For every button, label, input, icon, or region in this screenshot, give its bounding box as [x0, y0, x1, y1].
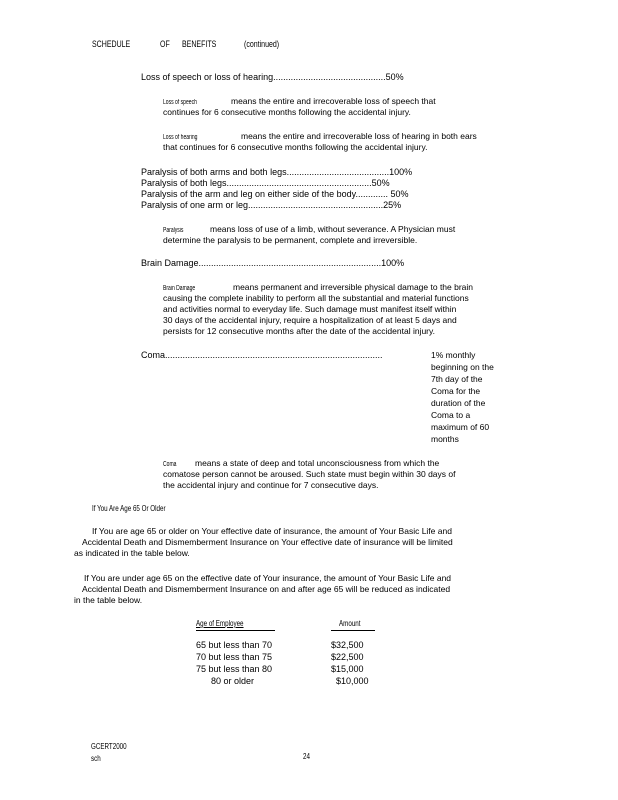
paralysis-line-1: Paralysis of both arms and both legs.........................................100%: [141, 167, 413, 177]
coma-benefit-6: Coma to a: [431, 410, 471, 420]
paralysis-term: Paralysis: [163, 227, 184, 234]
paralysis-def-line1: means loss of use of a limb, without severance. A Physician must: [210, 224, 456, 234]
brain-def-line1: means permanent and irreversible physical damage to the brain: [233, 282, 474, 292]
para2-line2: Accidental Death and Dismemberment Insurance on and after age 65 will be reduced as indicated: [82, 584, 451, 594]
continued-word: (continued): [244, 39, 280, 49]
hearing-def-line2: that continues for 6 consecutive months following the accidental injury.: [163, 142, 428, 152]
age-section-heading: If You Are Age 65 Or Older: [92, 504, 166, 513]
coma-benefit-1: 1% monthly: [431, 350, 476, 360]
paralysis-line-4: Paralysis of one arm or leg......................................................25%: [141, 200, 402, 210]
speech-def-line2: continues for 6 consecutive months following the accidental injury.: [163, 107, 411, 117]
table-row-2-age: 70 but less than 75: [196, 652, 273, 662]
coma-def-line2: comatose person cannot be aroused. Such state must begin within 30 days of: [163, 469, 456, 479]
col-amount-underline: [331, 630, 375, 631]
speech-term: Loss of speech: [163, 99, 197, 106]
table-row-4-age: 80 or older: [211, 676, 255, 686]
brain-def-line5: persists for 12 consecutive months after the date of the accidental injury.: [163, 326, 435, 336]
col-age-underline: [196, 630, 275, 631]
coma-def-line1: means a state of deep and total unconsciousness from which the: [195, 458, 440, 468]
coma-benefit-4: Coma for the: [431, 386, 481, 396]
coma-term: Coma: [163, 461, 177, 468]
table-row-3-amount: $15,000: [331, 664, 364, 674]
col-age-header: Age of Employee: [196, 619, 244, 628]
brain-def-line4: 30 days of the accidental injury, require a hospitalization of at least 5 days and: [163, 315, 457, 325]
table-row-2-amount: $22,500: [331, 652, 364, 662]
paralysis-line-3: Paralysis of the arm and leg on either side of the body............. 50%: [141, 189, 409, 199]
table-row-3-age: 75 but less than 80: [196, 664, 273, 674]
coma-benefit-7: maximum of 60: [431, 422, 490, 432]
table-row-1-amount: $32,500: [331, 640, 364, 650]
para2-line1: If You are under age 65 on the effective date of Your insurance, the amount of Your Basic Life and: [84, 573, 452, 583]
coma-benefit-8: months: [431, 434, 459, 444]
benefits-word: BENEFITS: [182, 39, 217, 49]
speech-hearing-line: Loss of speech or loss of hearing.............................................50%: [141, 72, 404, 82]
page-number: 24: [303, 752, 310, 761]
para2-line3: in the table below.: [74, 595, 143, 605]
speech-def-line1: means the entire and irrecoverable loss of speech that: [231, 96, 436, 106]
paralysis-def-line2: determine the paralysis to be permanent, complete and irreversible.: [163, 235, 418, 245]
brain-damage-line: Brain Damage.........................................................................100%: [141, 258, 405, 268]
footer-code: GCERT2000: [91, 742, 127, 751]
coma-benefit-2: beginning on the: [431, 362, 494, 372]
coma-def-line3: the accidental injury and continue for 7 consecutive days.: [163, 480, 379, 490]
hearing-def-line1: means the entire and irrecoverable loss of hearing in both ears: [241, 131, 477, 141]
col-amount-header: Amount: [339, 619, 361, 628]
para1-line3: as indicated in the table below.: [74, 548, 190, 558]
coma-benefit-3: 7th day of the: [431, 374, 483, 384]
table-row-1-age: 65 but less than 70: [196, 640, 273, 650]
footer-sch: sch: [91, 754, 101, 763]
para1-line2: Accidental Death and Dismemberment Insurance on Your effective date of insurance will be limited: [82, 537, 453, 547]
brain-def-line3: and activities normal to everyday life. Such damage must manifest itself within: [163, 304, 457, 314]
schedule-heading: [92, 39, 130, 49]
schedule-word: SCHEDULE: [92, 39, 131, 49]
paralysis-line-2: Paralysis of both legs..........................................................50%: [141, 178, 390, 188]
hearing-term: Loss of hearing: [163, 134, 198, 141]
brain-term: Brain Damage: [163, 285, 196, 292]
of-word: OF: [160, 39, 170, 49]
coma-benefit-5: duration of the: [431, 398, 486, 408]
para1-line1: If You are age 65 or older on Your effective date of insurance, the amount of Your Basic Life and: [92, 526, 452, 536]
brain-def-line2: causing the complete inability to perform all the substantial and material functions: [163, 293, 469, 303]
table-row-4-amount: $10,000: [336, 676, 369, 686]
coma-line: Coma.......................................................................................: [141, 350, 383, 360]
